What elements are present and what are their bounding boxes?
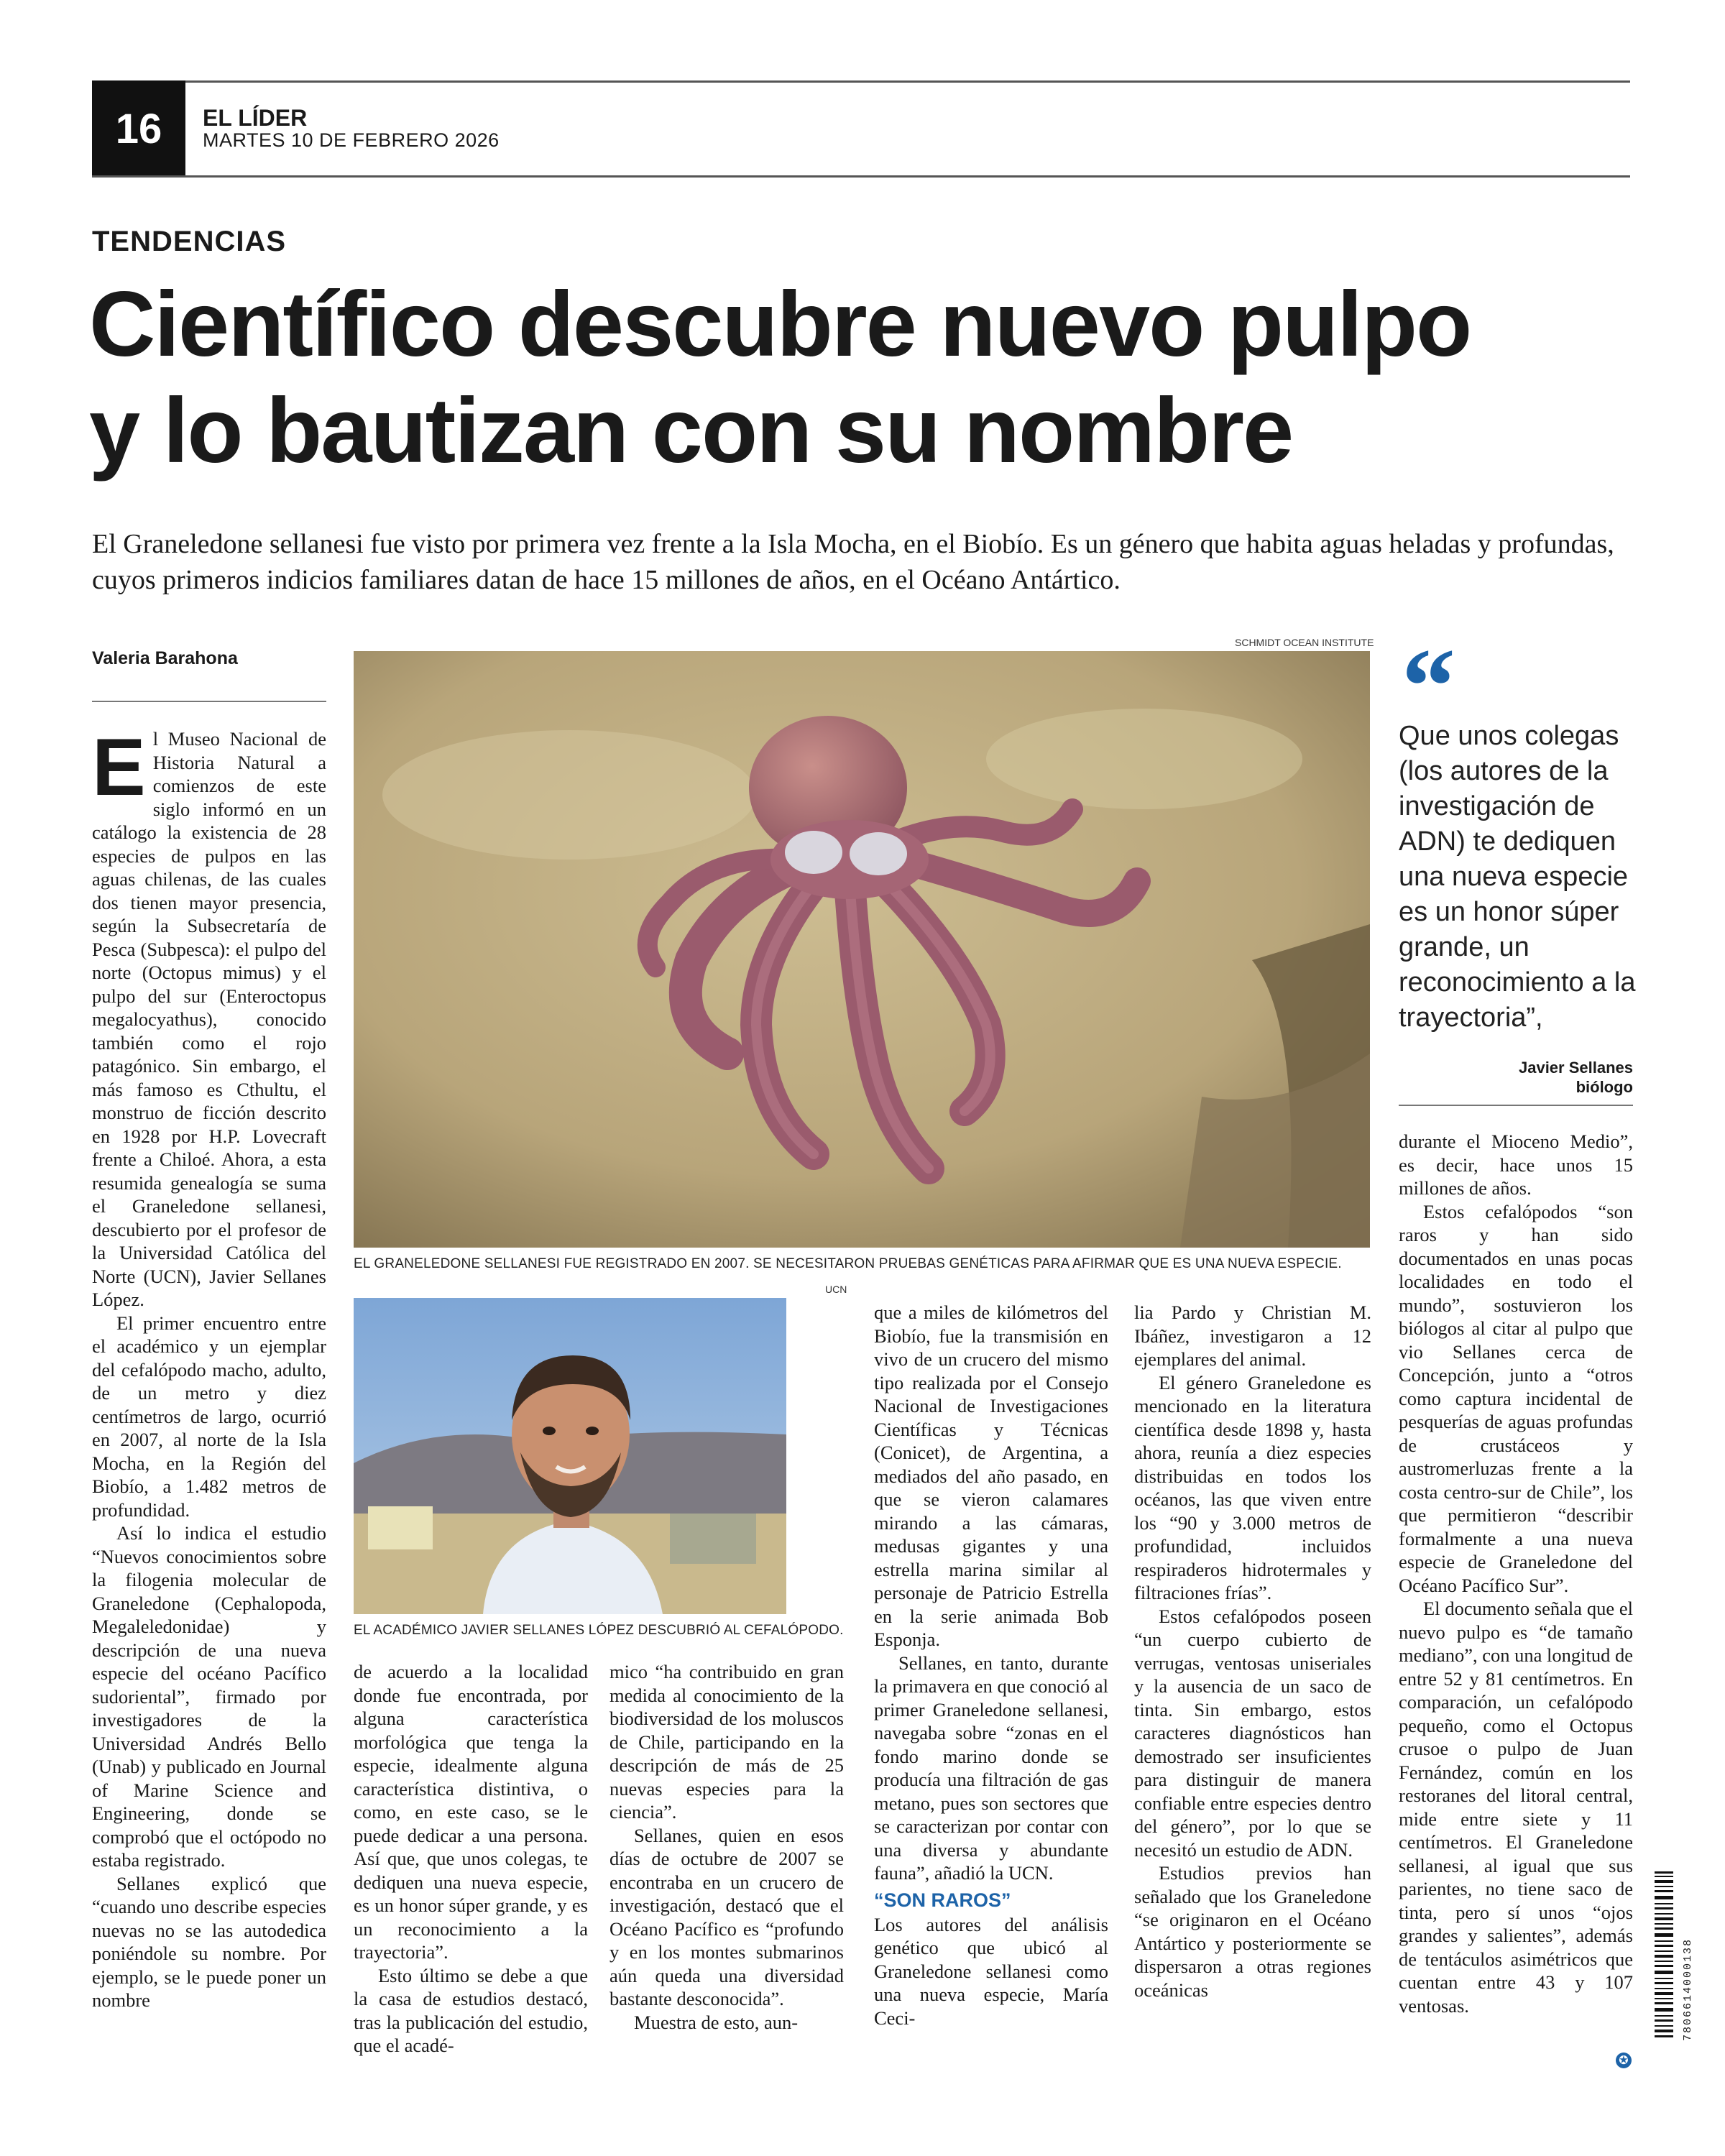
paragraph-text: l Museo Nacional de Historia Natural a comienzos de este siglo informó en un catálogo la existencia de 28 especies de pulpos en las aguas chilenas, de las cuales dos tienen mayor presencia, según la Subsecretaría de Pesca (Subpesca): el pulpo del norte (Octopus mimus) y el pulpo del sur (Enteroctopus megalocyathus), conocido también como el rojo patagónico. Sin embargo, el más famoso es Cthultu, el monstruo de ficción descrito en 1928 por H.P. Lovecraft frente a Chiloé. Ahora, a esta resumida genealogía se suma el Graneledone sellanesi, descubierto por el profesor de la Universidad Católica del Norte (UCN), Javier Sellanes López. (92, 728, 326, 1310)
portrait-photo-credit: UCN (825, 1284, 847, 1295)
paragraph: Estudios previos han señalado que los Graneledone “se originaron en el Océano Antártico y posteriormente se dispersaron a otras regiones oceánicas (1134, 1862, 1371, 2001)
paragraph: El primer encuentro entre el académico y un ejemplar del cefalópodo macho, adulto, de un metro y diez centímetros de largo, ocurrió en 2007, al norte de la Isla Mocha, en la Región del Biobío, a 1.482 metros de profundidad. (92, 1312, 326, 1521)
paragraph: mico “ha contribuido en gran medida al conocimiento de la biodiversidad de los moluscos de Chile, participando en la descripción de más de 25 nuevas especies para la ciencia”. (610, 1661, 844, 1823)
octopus-photo (354, 651, 1370, 1248)
subsection-heading: “SON RAROS” (874, 1889, 1011, 1911)
article-column-4 (874, 1301, 1108, 2030)
issue-date: MARTES 10 DE FEBRERO 2026 (203, 129, 500, 151)
paragraph: Sellanes explicó que “cuando uno describe especies nuevas no se las autodedica poniéndole su nombre. Por ejemplo, se le puede poner un nombre (92, 1872, 326, 2011)
quote-author-role: biólogo (1576, 1078, 1633, 1096)
headline-line-1: Científico descubre nuevo pulpo (89, 273, 1471, 376)
end-of-article-icon: ✪ (1616, 2053, 1632, 2068)
paragraph: El género Graneledone es mencionado en la literatura científica desde 1898 y, hasta ahora, reunía a diez especies distribuidas en todos los océanos, las que viven entre los “90 y 3.000 metros de profundidad, incluidos respiraderos hidrotermales y filtraciones frías”. (1134, 1371, 1371, 1603)
paragraph: Muestra de esto, aun- (634, 2011, 799, 2033)
header-bottom-rule (92, 175, 1630, 178)
portrait-photo (354, 1298, 786, 1614)
paragraph: de acuerdo a la localidad donde fue encontrada, por alguna característica morfológica que tenga la especie, idealmente alguna característica distintiva, o como, en este caso, se le puede dedicar a una persona. Así que, que unos colegas, te dediquen una nueva especie, es un honor súper grande, y es un reconocimiento a la trayectoria”. (354, 1661, 588, 1963)
paragraph: Sellanes, quien en esos días de octubre de 2007 se encontraba en un crucero de investigación, destacó que el Océano Pacífico es “profundo y en los montes submarinos aún queda una diversidad bastante desconocida”. (610, 1824, 844, 2009)
newspaper-name: EL LÍDER (203, 105, 308, 131)
quote-mark: “ (1402, 627, 1455, 746)
headline-line-2: y lo bautizan con su nombre (89, 379, 1293, 482)
octopus-photo-caption: EL GRANELEDONE SELLANESI FUE REGISTRADO EN 2007. SE NECESITARON PRUEBAS GENÉTICAS PARA AFIRMAR QUE ES UNA NUEVA ESPECIE. (354, 1256, 1342, 1271)
octopus-illustration (354, 651, 1370, 1248)
paragraph: Así lo indica el estudio “Nuevos conocimientos sobre la filogenia molecular de Graneledone (Cephalopoda, Megaleledonidae) y descripción de una nueva especie del océano Pacífico sudoriental”, firmado por investigadores de la Universidad Andrés Bello (Unab) y publicado en Journal of Marine Science and Engineering, donde se comprobó que el octópodo no estaba registrado. (92, 1522, 326, 1871)
article-column-5 (1134, 1301, 1371, 2001)
byline-rule (92, 701, 326, 702)
pull-quote-attribution (1399, 1058, 1633, 1097)
paragraph: Los autores del análisis genético que ubicó al Graneledone sellanesi como una nueva especie, María Ceci- (874, 1913, 1108, 2029)
headline (89, 272, 1642, 484)
portrait-photo-caption: EL ACADÉMICO JAVIER SELLANES LÓPEZ DESCUBRIÓ AL CEFALÓPODO. (354, 1623, 844, 1638)
paragraph: lia Pardo y Christian M. Ibáñez, investigaron a 12 ejemplares del animal. (1134, 1302, 1371, 1370)
drop-cap: E (92, 722, 146, 812)
paragraph: Sellanes, en tanto, durante la primavera en que conoció al primer Graneledone sellanesi, navegaba sobre “zonas en el fondo marino donde se producía una filtración de gas metano, pues son sectores que se caracterizan por contar con una diversa y abundante fauna”, añadió la UCN. (874, 1651, 1108, 1884)
paragraph: Estos cefalópodos poseen “un cuerpo cubierto de verrugas, ventosas uniseriales y la ausencia de un saco de tinta. Sin embargo, estos caracteres diagnósticos han demostrado ser insuficientes para distinguir de manera confiable entre especies dentro del género”, por lo que se necesitó un estudio de ADN. (1134, 1605, 1371, 1861)
scientist-portrait-illustration (354, 1298, 786, 1614)
paragraph: que a miles de kilómetros del Biobío, fue la transmisión en vivo de un crucero del mismo tipo realizada por el Consejo Nacional de Investigaciones Científicas y Técnicas (Conicet), de Argentina, a mediados del año pasado, en que se vieron calamares mirando a las cámaras, medusas gigantes y una estrella marina similar al personaje de Patricio Estrella en la serie animada Bob Esponja. (874, 1302, 1108, 1650)
article-column-3 (610, 1660, 844, 2034)
pull-quote-rule (1399, 1105, 1633, 1106)
quote-author-name: Javier Sellanes (1518, 1059, 1633, 1077)
octopus-photo-credit: SCHMIDT OCEAN INSTITUTE (1235, 637, 1374, 648)
article-column-2 (354, 1660, 588, 2058)
article-column-1 (92, 722, 326, 2012)
pull-quote-text: Que unos colegas (los autores de la investigación de ADN) te dediquen una nueva especie es un honor súper grande, un reconocimiento a la trayectoria”, (1399, 721, 1636, 1033)
article-column-6 (1399, 1130, 1633, 2017)
page-number: 16 (92, 80, 185, 177)
paragraph: Esto último se debe a que la casa de estudios destacó, tras la publicación del estudio, que el acadé- (354, 1964, 588, 2056)
barcode-number: 7806614000138 (1682, 1938, 1694, 2041)
byline: Valeria Barahona (92, 648, 238, 668)
paragraph: durante el Mioceno Medio”, es decir, hace unos 15 millones de años. (1399, 1130, 1633, 1199)
paragraph: El documento señala que el nuevo pulpo es “de tamaño mediano”, con una longitud de entre 52 y 81 centímetros. En comparación, un cefalópodo pequeño, como el Octopus crusoe o pulpo de Juan Fernández, común en los restoranes del litoral central, mide entre siete y 11 centímetros. El Graneledone sellanesi, al igual que sus parientes, no tiene saco de tinta, pero sí unos “ojos grandes y salientes”, además de tentáculos asimétricos que cuentan entre 43 y 107 ventosas. (1399, 1598, 1634, 2017)
section-label: TENDENCIAS (92, 226, 287, 257)
paragraph (92, 722, 326, 1312)
header-top-rule (92, 80, 1630, 83)
paragraph: Estos cefalópodos “son raros y han sido documentados en unas pocas localidades en todo el mundo”, sostuvieron los biólogos al citar al pulpo que vio Sellanes cerca de Concepción, junto a “otros como captura incidental de pesquerías de aguas profundas de crustáceos y austromerluzas frente a la costa centro-sur de Chile”, los que permitieron “describir formalmente a una nueva especie de Graneledone del Océano Pacífico Sur”. (1399, 1200, 1633, 1596)
subheadline: El Graneledone sellanesi fue visto por primera vez frente a la Isla Mocha, en el Biobío. Es un género que habita aguas heladas y profundas, cuyos primeros indicios familiares datan de hace 15 millones de años, en el Océano Antártico. (92, 529, 1614, 595)
